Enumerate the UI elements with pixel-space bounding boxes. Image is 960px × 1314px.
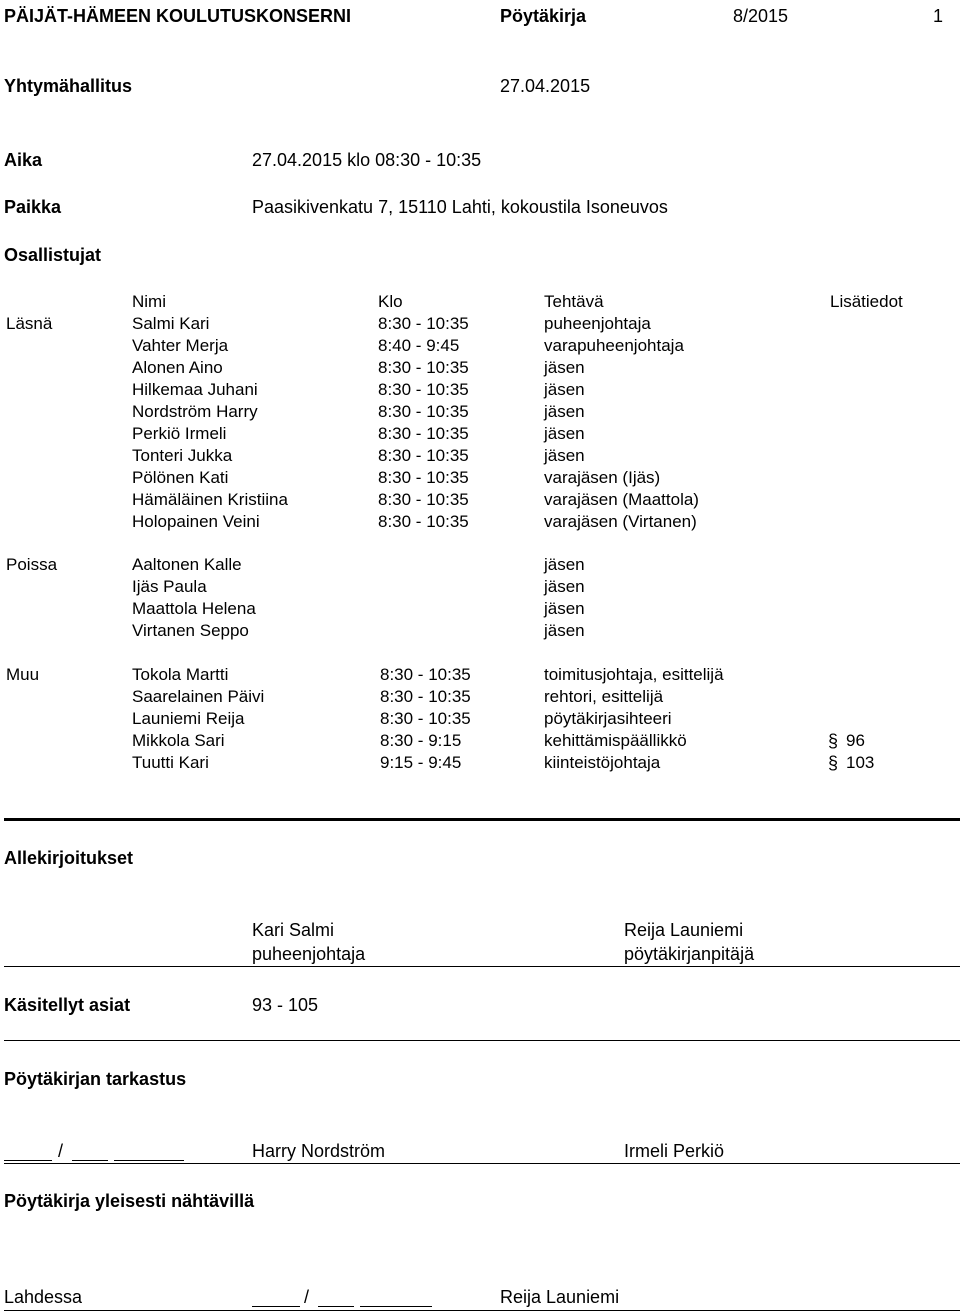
- public-display-signer: Reija Launiemi: [500, 1287, 620, 1307]
- participant-role: jäsen: [544, 402, 585, 421]
- handled-items-value: 93 - 105: [252, 995, 319, 1015]
- page-number: 1: [933, 6, 944, 26]
- participant-extra: 103: [846, 753, 875, 772]
- section-divider: [4, 1040, 960, 1041]
- public-month-blank: [318, 1306, 354, 1307]
- signer-2-role: pöytäkirjanpitäjä: [624, 944, 755, 964]
- handled-items-label: Käsitellyt asiat: [4, 995, 131, 1015]
- participants-label: Osallistujat: [4, 245, 102, 265]
- participant-role: varajäsen (Ijäs): [544, 468, 661, 487]
- review-day-blank: [4, 1160, 52, 1161]
- governing-body: Yhtymähallitus: [4, 76, 133, 96]
- public-date-separator: /: [304, 1287, 310, 1307]
- document-date: 27.04.2015: [500, 76, 591, 96]
- participant-name: Nordström Harry: [132, 402, 258, 421]
- participant-role: rehtori, esittelijä: [544, 687, 664, 706]
- participant-role: jäsen: [544, 599, 585, 618]
- participant-name: Virtanen Seppo: [132, 621, 249, 640]
- participant-name: Saarelainen Päivi: [132, 687, 265, 706]
- participant-role: jäsen: [544, 424, 585, 443]
- participant-name: Vahter Merja: [132, 336, 229, 355]
- participant-name: Tokola Martti: [132, 665, 229, 684]
- participant-role: jäsen: [544, 380, 585, 399]
- document-number: 8/2015: [733, 6, 789, 26]
- participant-role: kehittämispäällikkö: [544, 731, 687, 750]
- participant-role: jäsen: [544, 621, 585, 640]
- reviewer-2: Irmeli Perkiö: [624, 1141, 725, 1161]
- column-header-time: Klo: [378, 292, 403, 311]
- participant-role: kiinteistöjohtaja: [544, 753, 661, 772]
- participant-role: jäsen: [544, 358, 585, 377]
- participant-name: Ijäs Paula: [132, 577, 207, 596]
- participant-role: jäsen: [544, 577, 585, 596]
- section-divider: [4, 818, 960, 821]
- time-label: Aika: [4, 150, 43, 170]
- signer-2-name: Reija Launiemi: [624, 920, 744, 940]
- participant-name: Tuutti Kari: [132, 753, 209, 772]
- section-divider: [4, 966, 960, 967]
- participant-time: 8:30 - 10:35: [378, 380, 469, 399]
- participant-role: pöytäkirjasihteeri: [544, 709, 672, 728]
- participant-role: jäsen: [544, 555, 585, 574]
- participant-time: 8:40 - 9:45: [378, 336, 460, 355]
- participant-time: 8:30 - 10:35: [378, 314, 469, 333]
- participant-time: 8:30 - 10:35: [378, 424, 469, 443]
- participant-role: toimitusjohtaja, esittelijä: [544, 665, 724, 684]
- participant-time: 8:30 - 10:35: [380, 709, 471, 728]
- column-header-role: Tehtävä: [544, 292, 604, 311]
- signer-1-name: Kari Salmi: [252, 920, 335, 940]
- column-header-extra: Lisätiedot: [830, 292, 903, 311]
- participant-name: Hilkemaa Juhani: [132, 380, 258, 399]
- participant-time: 8:30 - 10:35: [380, 665, 471, 684]
- participant-time: 9:15 - 9:45: [380, 753, 462, 772]
- participant-name: Perkiö Irmeli: [132, 424, 227, 443]
- review-date-separator: /: [58, 1141, 64, 1161]
- section-sign-icon: §: [828, 753, 839, 773]
- participant-name: Aaltonen Kalle: [132, 555, 242, 574]
- review-heading: Pöytäkirjan tarkastus: [4, 1069, 187, 1089]
- review-month-blank: [72, 1160, 108, 1161]
- group-label-other: Muu: [6, 665, 40, 684]
- participant-time: 8:30 - 10:35: [378, 512, 469, 531]
- participant-name: Pölönen Kati: [132, 468, 229, 487]
- public-day-blank: [252, 1306, 300, 1307]
- participant-role: varajäsen (Maattola): [544, 490, 699, 509]
- column-header-name: Nimi: [132, 292, 166, 311]
- public-year-blank: [360, 1306, 432, 1307]
- participant-time: 8:30 - 10:35: [378, 468, 469, 487]
- participant-name: Mikkola Sari: [132, 731, 225, 750]
- signer-1-role: puheenjohtaja: [252, 944, 366, 964]
- participant-time: 8:30 - 10:35: [378, 358, 469, 377]
- section-divider: [4, 1310, 960, 1311]
- participant-role: varajäsen (Virtanen): [544, 512, 697, 531]
- section-sign-icon: §: [828, 731, 839, 751]
- participant-time: 8:30 - 9:15: [380, 731, 462, 750]
- participant-time: 8:30 - 10:35: [378, 402, 469, 421]
- reviewer-1: Harry Nordström: [252, 1141, 386, 1161]
- group-label-absent: Poissa: [6, 555, 58, 574]
- participant-time: 8:30 - 10:35: [378, 446, 469, 465]
- participant-name: Maattola Helena: [132, 599, 256, 618]
- section-divider: [4, 1163, 960, 1164]
- participant-role: puheenjohtaja: [544, 314, 651, 333]
- participant-role: jäsen: [544, 446, 585, 465]
- participant-name: Holopainen Veini: [132, 512, 260, 531]
- review-year-blank: [114, 1160, 184, 1161]
- document-type: Pöytäkirja: [500, 6, 587, 26]
- public-display-heading: Pöytäkirja yleisesti nähtävillä: [4, 1191, 255, 1211]
- participant-name: Launiemi Reija: [132, 709, 245, 728]
- participant-name: Tonteri Jukka: [132, 446, 233, 465]
- place-label: Paikka: [4, 197, 62, 217]
- participant-name: Hämäläinen Kristiina: [132, 490, 288, 509]
- signatures-heading: Allekirjoitukset: [4, 848, 134, 868]
- place-value: Paasikivenkatu 7, 15110 Lahti, kokoustila Isoneuvos: [252, 197, 668, 217]
- participant-name: Alonen Aino: [132, 358, 223, 377]
- participant-name: Salmi Kari: [132, 314, 210, 333]
- time-value: 27.04.2015 klo 08:30 - 10:35: [252, 150, 482, 170]
- group-label-present: Läsnä: [6, 314, 53, 333]
- participant-time: 8:30 - 10:35: [380, 687, 471, 706]
- organization-name: PÄIJÄT-HÄMEEN KOULUTUSKONSERNI: [4, 6, 352, 26]
- participant-extra: 96: [846, 731, 865, 750]
- public-display-place: Lahdessa: [4, 1287, 83, 1307]
- participant-role: varapuheenjohtaja: [544, 336, 684, 355]
- participant-time: 8:30 - 10:35: [378, 490, 469, 509]
